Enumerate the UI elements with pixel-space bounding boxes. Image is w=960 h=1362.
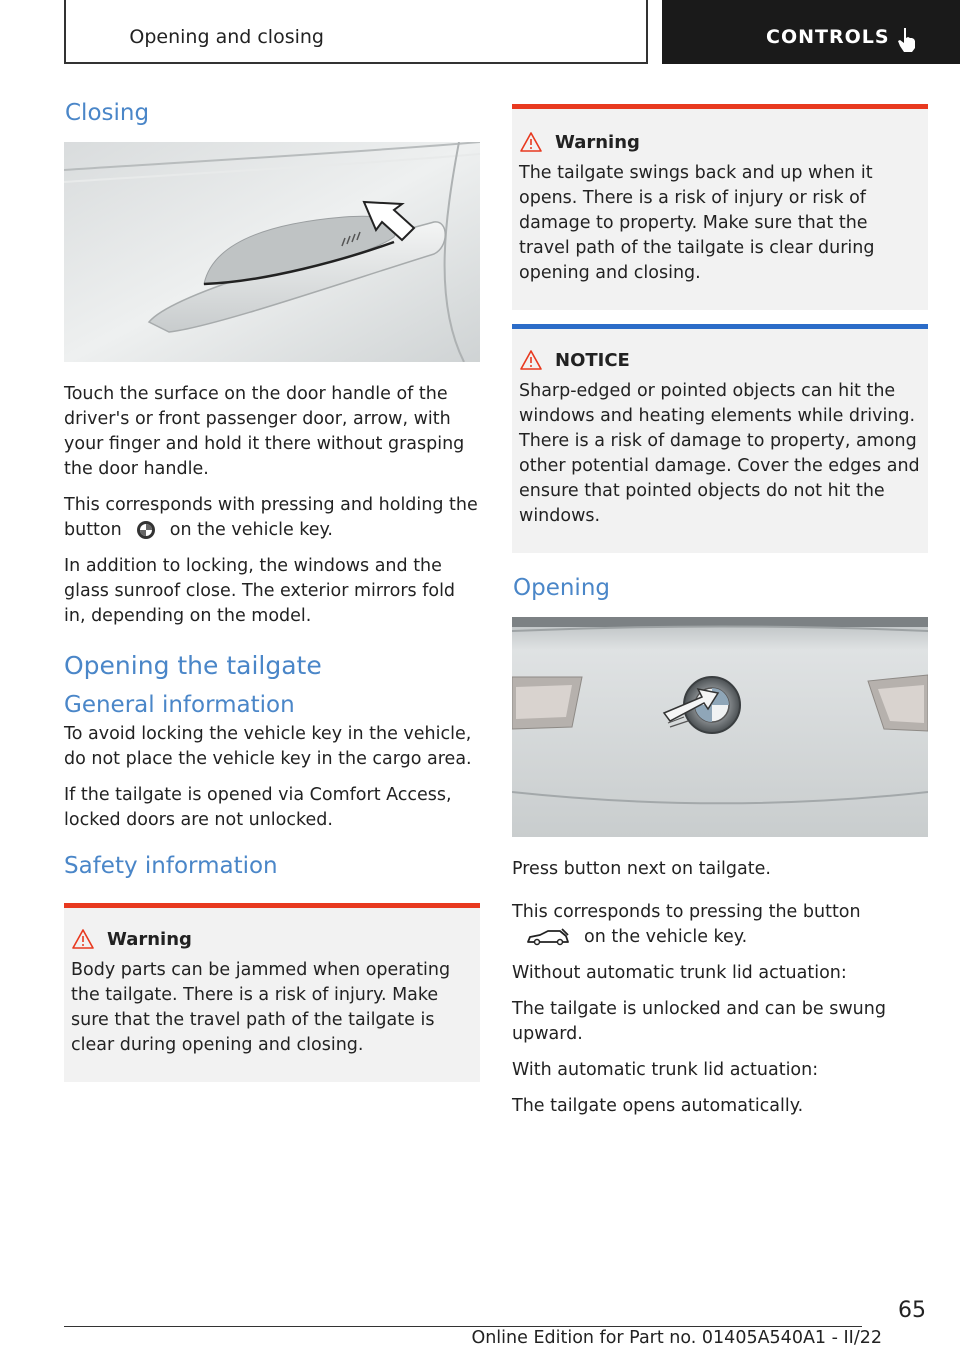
pointing-hand-icon: [896, 26, 918, 54]
header-section-tab: [64, 0, 648, 64]
left-column: [64, 100, 480, 1082]
notice-triangle-icon: [519, 349, 543, 371]
closing-paragraph-3: In addition to locking, the windows and the glass sunroof close. The exterior mirrors fold in, depending on the model.: [64, 556, 456, 626]
closing-paragraph-2: [64, 493, 480, 543]
notice-box-label: NOTICE: [555, 349, 630, 371]
notice-box-text: Sharp-edged or pointed objects can hit the windows and heating elements while driving. There is a risk of damage to property, among other potential damage. Cover the edges and ensure that pointed objects do not hit the windows.: [519, 381, 920, 526]
opening-paragraph-1: Press button next on tailgate.: [512, 859, 771, 879]
right-column: [512, 104, 928, 1130]
notice-box-title: [519, 349, 921, 371]
warning-box-1-label: Warning: [107, 928, 192, 950]
warning-box-2-label: Warning: [555, 131, 640, 153]
opening-paragraph-6: The tailgate opens automatically.: [512, 1096, 804, 1116]
closing-paragraph-2-start: This corresponds with pressing and holding the button: [64, 495, 478, 540]
edition-text: Online Edition for Part no. 01405A540A1 - II/22: [471, 1328, 882, 1348]
safety-heading: Safety information: [64, 853, 278, 879]
notice-box: [512, 324, 928, 553]
door-handle-photo: [64, 142, 480, 362]
tailgate-heading: Opening the tailgate: [64, 651, 322, 680]
general-paragraph-1: To avoid locking the vehicle key in the vehicle, do not place the vehicle key in the cargo area.: [64, 724, 472, 769]
warning-triangle-icon: [519, 131, 543, 153]
warning-box-1-text: Body parts can be jammed when operating the tailgate. There is a risk of injury. Make sure that the travel path of the tailgate is clear during opening and closing.: [71, 960, 451, 1055]
car-tailgate-button-icon: [526, 927, 570, 947]
opening-paragraph-2-start: This corresponds to pressing the button: [512, 902, 861, 922]
closing-heading: Closing: [65, 100, 150, 126]
chapter-title: CONTROLS: [766, 26, 890, 48]
tailgate-button-photo: [512, 617, 928, 837]
warning-box-1: [64, 903, 480, 1082]
warning-triangle-icon: [71, 928, 95, 950]
closing-paragraph-2-end: on the vehicle key.: [169, 520, 333, 540]
opening-paragraph-2: [512, 900, 928, 950]
header-chapter-tab: [662, 0, 960, 64]
warning-box-1-title: [71, 928, 473, 950]
opening-paragraph-5: With automatic trunk lid actuation:: [512, 1060, 819, 1080]
general-paragraph-2: If the tailgate is opened via Comfort Access, locked doors are not unlocked.: [64, 785, 452, 830]
page-number: 65: [898, 1298, 926, 1323]
opening-paragraph-2-end: on the vehicle key.: [584, 927, 748, 947]
bmw-logo-button-icon: [136, 520, 156, 540]
warning-box-2-title: [519, 131, 921, 153]
closing-paragraph-1: Touch the surface on the door handle of the driver's or front passenger door, arrow, with your finger and hold it there without grasping the door handle.: [64, 384, 465, 479]
footer-divider: [64, 1326, 862, 1327]
opening-heading: Opening: [513, 575, 610, 601]
opening-paragraph-3: Without automatic trunk lid actuation:: [512, 963, 847, 983]
opening-paragraph-4: The tailgate is unlocked and can be swung upward.: [512, 999, 886, 1044]
general-info-heading: General information: [64, 692, 295, 718]
warning-box-2: [512, 104, 928, 310]
warning-box-2-text: The tailgate swings back and up when it opens. There is a risk of injury or risk of damage to property. Make sure that the travel path of the tailgate is clear during opening and closing.: [519, 163, 875, 283]
section-title: Opening and closing: [129, 26, 324, 48]
